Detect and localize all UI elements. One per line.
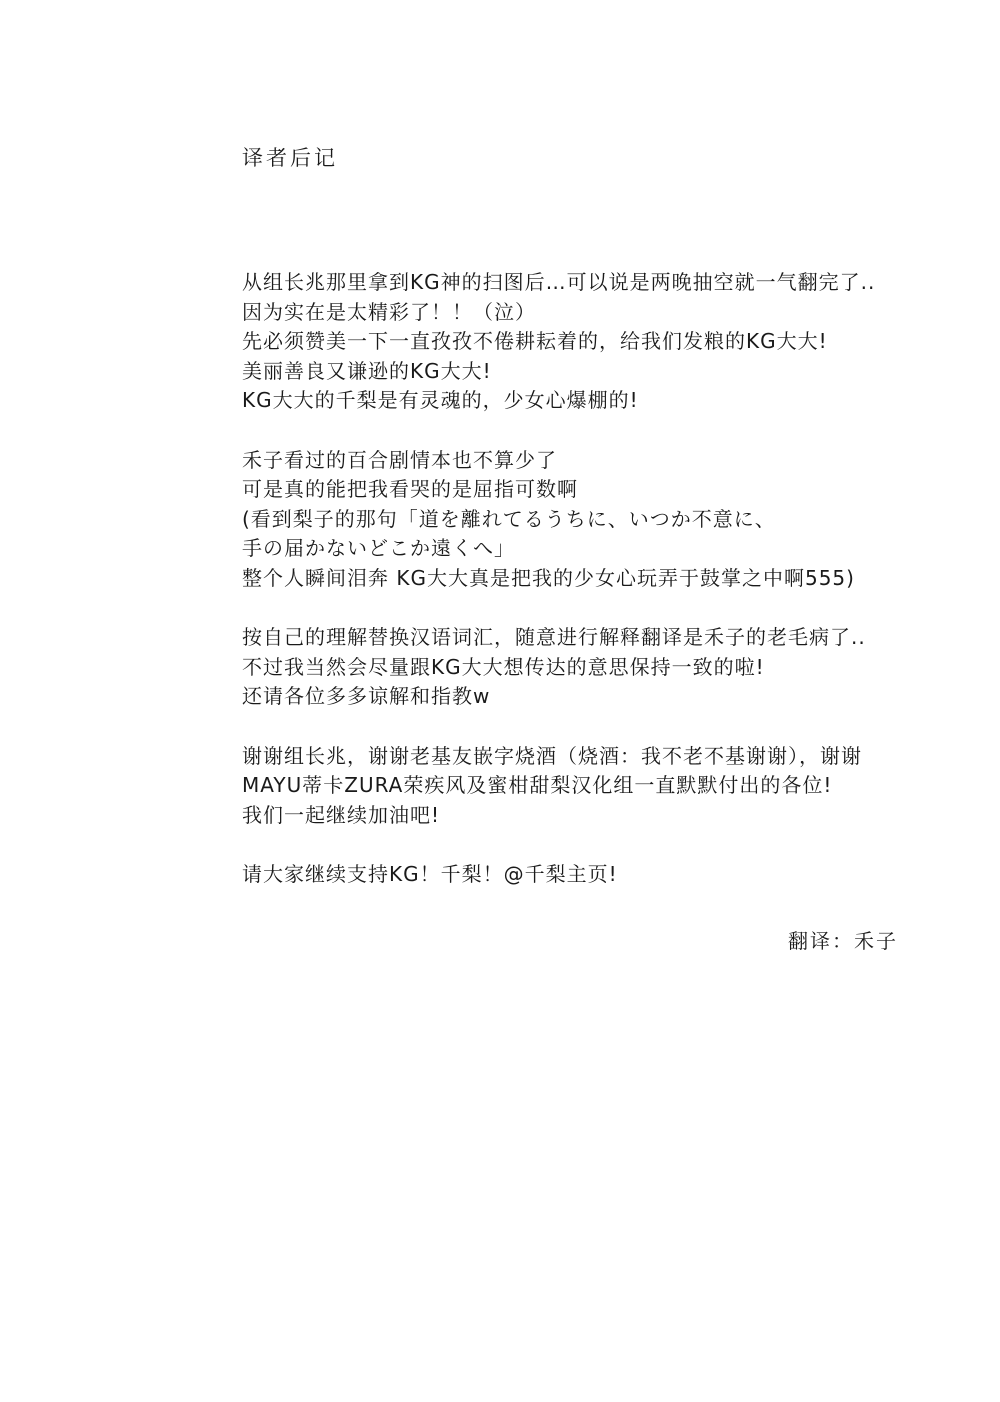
paragraph-gap: [242, 830, 982, 860]
text-line: 我们一起继续加油吧!: [242, 802, 441, 827]
text-line: 整个人瞬间泪奔 KG大大真是把我的少女心玩弄于鼓掌之中啊555): [242, 565, 855, 590]
text-line: 还请各位多多谅解和指教w: [242, 684, 491, 709]
paragraph-gap: [242, 416, 982, 446]
page-title: 译者后记: [242, 146, 338, 170]
text-line: 从组长兆那里拿到KG神的扫图后…可以说是两晚抽空就一气翻完了..: [242, 270, 876, 294]
text-line: KG大大的千梨是有灵魂的，少女心爆棚的!: [242, 388, 639, 413]
text-line: 谢谢组长兆，谢谢老基友嵌字烧酒（烧酒：我不老不基谢谢），谢谢: [242, 743, 862, 768]
text-line: (看到梨子的那句「道を離れてるうちに、いつか不意に、: [242, 506, 776, 531]
paragraph-gap: [242, 594, 982, 624]
text-line: MAYU蒂卡ZURA荣疾风及蜜柑甜梨汉化组一直默默付出的各位!: [242, 773, 833, 798]
text-line: 按自己的理解替换汉语词汇，随意进行解释翻译是禾子的老毛病了..: [242, 625, 866, 650]
text-line: 禾子看过的百合剧情本也不算少了: [242, 447, 557, 472]
text-line: 因为实在是太精彩了！！（泣）: [242, 299, 536, 324]
text-line: 手の届かないどこか遠くへ」: [242, 536, 515, 561]
text-line: 不过我当然会尽量跟KG大大想传达的意思保持一致的啦!: [242, 654, 765, 679]
paragraph-gap: [242, 712, 982, 742]
text-line: 先必须赞美一下一直孜孜不倦耕耘着的，给我们发粮的KG大大!: [242, 329, 828, 354]
afterword-body: [242, 268, 982, 889]
text-line: 请大家继续支持KG！千梨！@千梨主页!: [242, 861, 618, 886]
text-line: 可是真的能把我看哭的是屈指可数啊: [242, 477, 578, 502]
text-line: 美丽善良又谦逊的KG大大!: [242, 358, 492, 383]
translator-signature: 翻译：禾子: [788, 929, 898, 953]
